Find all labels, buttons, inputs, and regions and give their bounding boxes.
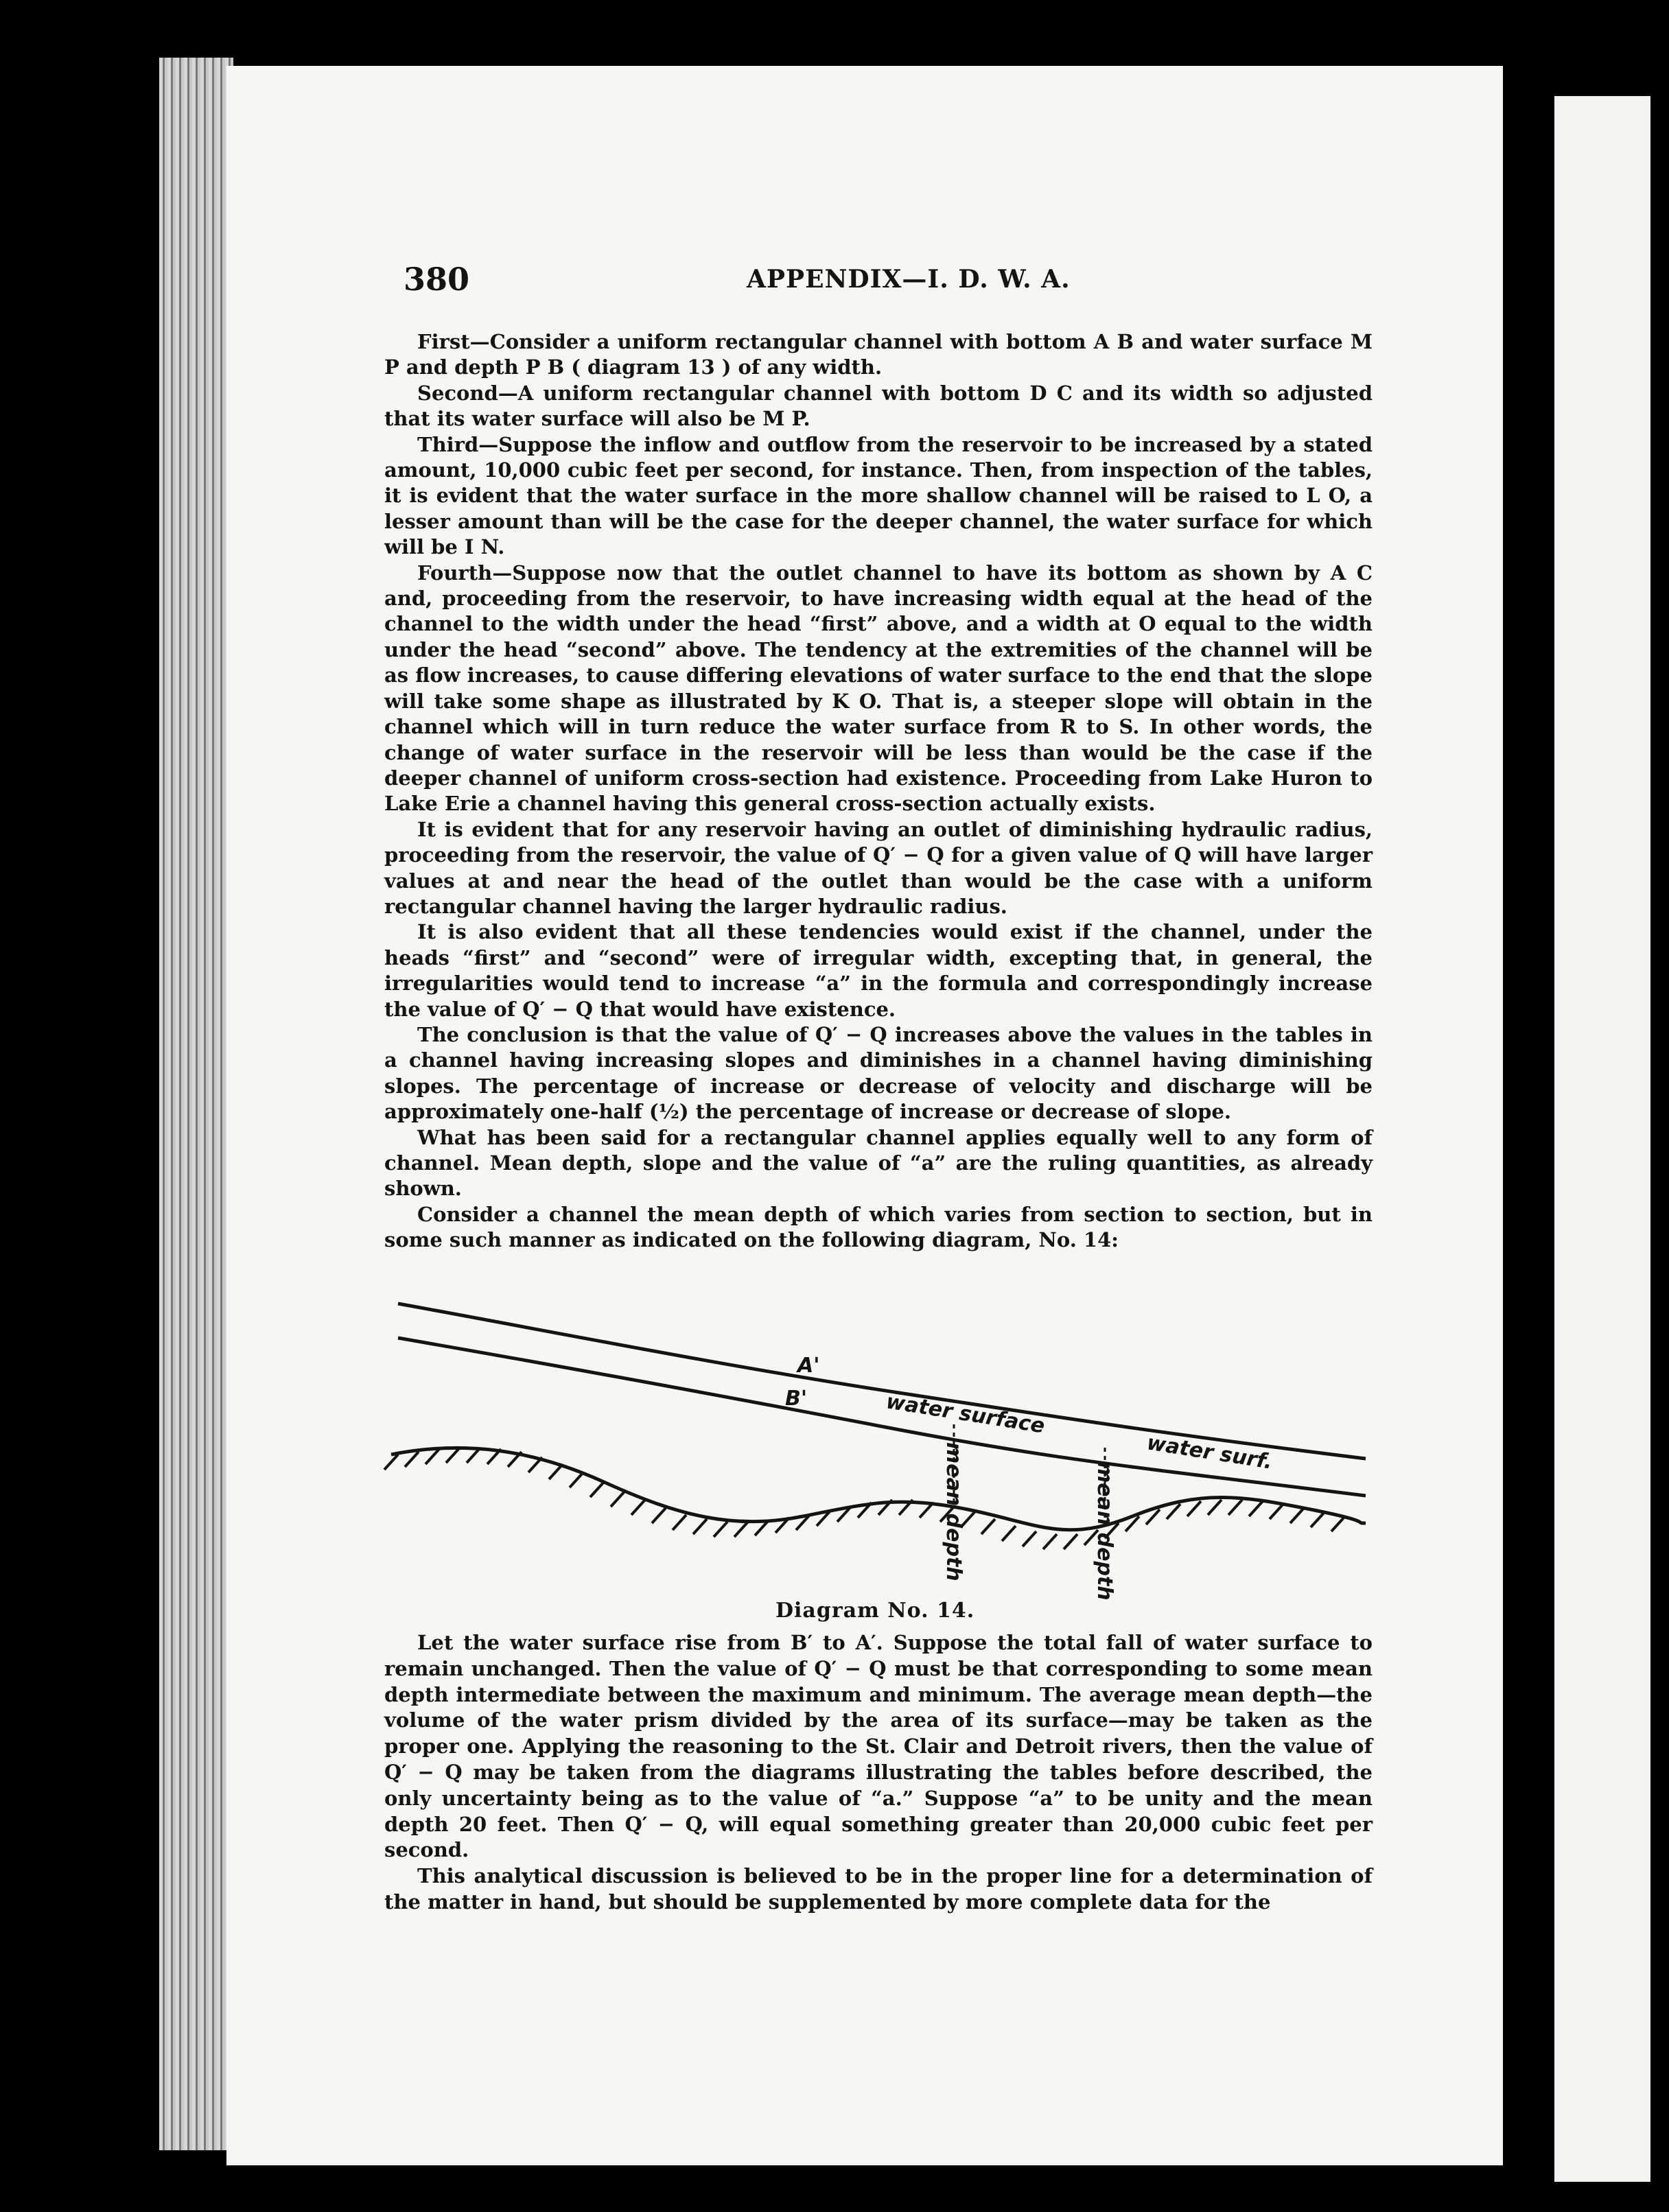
label-water-surface-upper: water surface: [884, 1389, 1047, 1439]
paragraph-consider-channel: Consider a channel the mean depth of which varies from section to section, but in some such manner as indicated on the following diagram, No. 14:: [384, 1202, 1373, 1252]
paragraph-first: First—Consider a uniform rectangular channel with bottom A B and water surface M P and depth P B ( diagram 13 ) of any width.: [384, 330, 1373, 379]
paragraph-conclusion: The conclusion is that the value of Q′ − Q increases above the values in the tables in a channel having increasing slopes and diminishes in a channel having diminishing slopes. The percentage of increase or decrease of velocity and discharge will be approximately one-half (½) the percentage of increase or decrease of slope.: [384, 1022, 1373, 1124]
paragraph-irregular-width: It is also evident that all these tendencies would exist if the channel, under the heads “first” and “second” were of irregular width, excepting that, in general, the irregularities would tend to increase “a” in the formula and correspondingly increase the value of Q′ − Q that would have existence.: [384, 920, 1373, 1021]
facing-page-edge: [1554, 96, 1650, 2182]
paragraph-fourth: Fourth—Suppose now that the outlet channel to have its bottom as shown by A C and, proceeding from the reservoir, to have increasing width equal at the head of the channel to the width under the head “first” above, and a width at O equal to the width under the head “second” above. The tendency at the extremities of the channel will be as flow increases, to cause differing elevations of water surface to the end that the slope will take some shape as illustrated by K O. That is, a steeper slope will obtain in the channel which will in turn reduce the water surface from R to S. In other words, the change of water surface in the reservoir will be less than would be the case if the deeper channel of uniform cross-section had existence. Proceeding from Lake Huron to Lake Erie a channel having this general cross-section actually exists.: [384, 561, 1373, 816]
paragraph-analytical-discussion: This analytical discussion is believed to be in the proper line for a determination of the matter in hand, but should be supplemented by more complete data for the: [384, 1864, 1373, 1914]
label-a-prime: A': [797, 1354, 820, 1378]
label-mean-depth-2: mean depth: [1093, 1461, 1117, 1601]
paragraph-second: Second—A uniform rectangular channel with bottom D C and its width so adjusted that its water surface will also be M P.: [384, 381, 1373, 431]
label-mean-depth-1: mean depth: [942, 1442, 966, 1581]
water-surface-line-lower: [398, 1338, 1366, 1496]
paragraph-hydraulic-radius: It is evident that for any reservoir having an outlet of diminishing hydraulic radius, proceeding from the reservoir, the value of Q′ − Q for a given value of Q will have larger values at and near the head of the outlet than would be the case with a uniform rectangular channel having the larger hydraulic radius.: [384, 817, 1373, 918]
label-water-surface-lower: water surf.: [1145, 1431, 1274, 1474]
page-edge-stack: [159, 58, 233, 2150]
after-diagram-text: [384, 1630, 1373, 1916]
paragraph-any-form: What has been said for a rectangular channel applies equally well to any form of channel. Mean depth, slope and the value of “a” are the ruling quantities, as already shown.: [384, 1125, 1373, 1201]
running-title: APPENDIX—I. D. W. A.: [747, 265, 1071, 294]
running-head: [404, 261, 1378, 302]
paragraph-water-surface-rise: Let the water surface rise from B′ to A′. Suppose the total fall of water surface to remain unchanged. Then the value of Q′ − Q must be that corresponding to some mean depth intermediate between the maximum and minimum. The average mean depth—the volume of the water prism divided by the area of its surface—may be taken as the proper one. Applying the reasoning to the St. Clair and Detroit rivers, then the value of Q′ − Q may be taken from the diagrams illustrating the tables before described, the only uncertainty being as to the value of “a.” Suppose “a” to be unity and the mean depth 20 feet. Then Q′ − Q, will equal something greater than 20,000 cubic feet per second.: [384, 1631, 1373, 1862]
paragraph-third: Third—Suppose the inflow and outflow from the reservoir to be increased by a stated amount, 10,000 cubic feet per second, for instance. Then, from inspection of the tables, it is evident that the water surface in the more shallow channel will be raised to L O, a lesser amount than will be the case for the deeper channel, the water surface for which will be I N.: [384, 432, 1373, 559]
label-b-prime: B': [785, 1387, 808, 1411]
diagram-caption: Diagram No. 14.: [775, 1599, 975, 1623]
page-number: 380: [404, 261, 470, 298]
water-surface-line-upper: [398, 1304, 1366, 1459]
body-text: [384, 329, 1373, 1254]
diagram-14: [377, 1290, 1379, 1605]
